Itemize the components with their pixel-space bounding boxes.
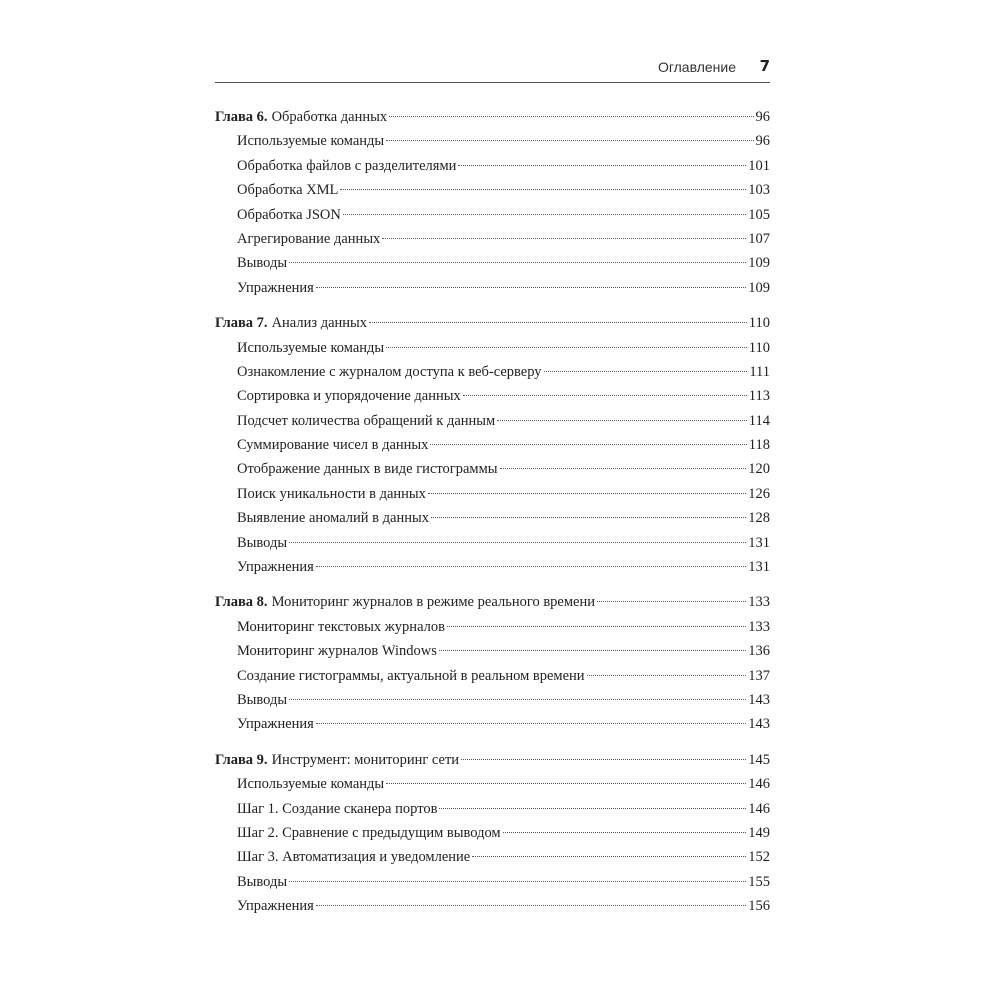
page-number: 143 xyxy=(748,716,770,733)
toc-section-row[interactable] xyxy=(215,178,770,202)
section-title: Шаг 3. Автоматизация и уведомление xyxy=(237,849,471,866)
section-title: Подсчет количества обращений к данным xyxy=(237,412,496,429)
section-title: Используемые команды xyxy=(237,133,385,150)
section-title: Мониторинг журналов Windows xyxy=(237,643,437,660)
chapter-number: Глава 8. xyxy=(215,594,268,611)
toc-section-row[interactable] xyxy=(215,506,770,530)
dot-leader xyxy=(386,783,746,784)
dot-leader xyxy=(544,371,748,372)
toc-chapter-row[interactable] xyxy=(215,590,770,614)
page-number: 110 xyxy=(748,339,770,356)
page-number: 131 xyxy=(748,534,770,551)
section-title: Обработка XML xyxy=(237,182,339,199)
page-number: 96 xyxy=(755,109,770,125)
running-header xyxy=(215,52,770,83)
section-title: Шаг 1. Создание сканера портов xyxy=(237,800,438,817)
toc-section-row[interactable] xyxy=(215,227,770,251)
section-title: Выводы xyxy=(237,534,288,551)
page-number: 103 xyxy=(748,182,770,199)
toc-section-row[interactable] xyxy=(215,336,770,360)
section-title: Сортировка и упорядочение данных xyxy=(237,388,461,405)
section-title: Отображение данных в виде гистограммы xyxy=(237,461,498,478)
section-title: Выводы xyxy=(237,873,288,890)
section-title: Упражнения xyxy=(237,898,314,915)
section-title: Выявление аномалий в данных xyxy=(237,510,429,527)
chapter-title: Анализ данных xyxy=(271,315,368,332)
chapter-group xyxy=(215,311,770,579)
chapter-number: Глава 9. xyxy=(215,751,268,768)
dot-leader xyxy=(289,699,746,700)
section-title: Обработка файлов с разделителями xyxy=(237,157,457,174)
page-number: 96 xyxy=(755,133,770,150)
header-page-number: 7 xyxy=(759,57,770,75)
toc-section-row[interactable] xyxy=(215,688,770,712)
page-number: 126 xyxy=(748,485,770,502)
page-number: 145 xyxy=(748,751,770,768)
dot-leader xyxy=(503,832,747,833)
toc-section-row[interactable] xyxy=(215,821,770,845)
toc-section-row[interactable] xyxy=(215,129,770,153)
toc-section-row[interactable] xyxy=(215,276,770,300)
dot-leader xyxy=(316,905,746,906)
toc-chapter-row[interactable] xyxy=(215,748,770,772)
dot-leader xyxy=(389,116,753,117)
dot-leader xyxy=(447,626,746,627)
toc-section-row[interactable] xyxy=(215,664,770,688)
page-number: 133 xyxy=(748,594,770,611)
page-number: 113 xyxy=(748,388,770,405)
page-number: 146 xyxy=(748,776,770,793)
page-number: 137 xyxy=(748,667,770,684)
dot-leader xyxy=(463,395,747,396)
chapter-title: Обработка данных xyxy=(271,109,388,125)
dot-leader xyxy=(289,542,746,543)
section-title: Шаг 2. Сравнение с предыдущим выводом xyxy=(237,824,501,841)
section-title: Упражнения xyxy=(237,559,314,576)
dot-leader xyxy=(587,675,747,676)
section-title: Обработка JSON xyxy=(237,206,341,223)
dot-leader xyxy=(461,759,746,760)
header-title: Оглавление xyxy=(657,59,736,75)
section-title: Выводы xyxy=(237,255,288,272)
toc-section-row[interactable] xyxy=(215,203,770,227)
page-number: 111 xyxy=(749,363,770,380)
page-number: 152 xyxy=(748,849,770,866)
section-title: Упражнения xyxy=(237,279,314,296)
section-title: Выводы xyxy=(237,691,288,708)
page-number: 128 xyxy=(748,510,770,527)
page-number: 109 xyxy=(748,279,770,296)
page-number: 101 xyxy=(748,157,770,174)
dot-leader xyxy=(431,517,746,518)
toc-section-row[interactable] xyxy=(215,409,770,433)
toc-section-row[interactable] xyxy=(215,797,770,821)
page-number: 109 xyxy=(748,255,770,272)
page-number: 136 xyxy=(748,643,770,660)
chapter-title: Мониторинг журналов в режиме реального времени xyxy=(271,594,595,611)
toc-section-row[interactable] xyxy=(215,615,770,639)
toc-section-row[interactable] xyxy=(215,457,770,481)
section-title: Агрегирование данных xyxy=(237,230,381,247)
chapter-group xyxy=(215,105,770,300)
section-title: Ознакомление с журналом доступа к веб-серверу xyxy=(237,363,542,380)
toc-section-row[interactable] xyxy=(215,870,770,894)
section-title: Используемые команды xyxy=(237,776,385,793)
toc-section-row[interactable] xyxy=(215,639,770,663)
section-title: Суммирование чисел в данных xyxy=(237,437,429,454)
dot-leader xyxy=(316,566,746,567)
section-title: Создание гистограммы, актуальной в реальном времени xyxy=(237,667,585,684)
dot-leader xyxy=(316,723,746,724)
toc-section-row[interactable] xyxy=(215,433,770,457)
dot-leader xyxy=(369,322,747,323)
section-title: Используемые команды xyxy=(237,339,385,356)
page-number: 149 xyxy=(748,824,770,841)
dot-leader xyxy=(428,493,746,494)
dot-leader xyxy=(597,601,746,602)
table-of-contents xyxy=(215,105,770,930)
toc-section-row[interactable] xyxy=(215,482,770,506)
page-number: 107 xyxy=(748,230,770,247)
page-number: 155 xyxy=(748,873,770,890)
dot-leader xyxy=(386,140,753,141)
toc-section-row[interactable] xyxy=(215,384,770,408)
page-number: 133 xyxy=(748,618,770,635)
page-number: 131 xyxy=(748,559,770,576)
section-title: Поиск уникальности в данных xyxy=(237,485,426,502)
toc-section-row[interactable] xyxy=(215,154,770,178)
section-title: Мониторинг текстовых журналов xyxy=(237,618,445,635)
chapter-group xyxy=(215,748,770,919)
chapter-title: Инструмент: мониторинг сети xyxy=(271,751,460,768)
page-number: 105 xyxy=(748,206,770,223)
dot-leader xyxy=(386,347,747,348)
toc-section-row[interactable] xyxy=(215,772,770,796)
dot-leader xyxy=(439,650,746,651)
toc-section-row[interactable] xyxy=(215,531,770,555)
dot-leader xyxy=(382,238,746,239)
toc-section-row[interactable] xyxy=(215,360,770,384)
chapter-group xyxy=(215,590,770,736)
toc-section-row[interactable] xyxy=(215,712,770,736)
toc-section-row[interactable] xyxy=(215,555,770,579)
dot-leader xyxy=(430,444,746,445)
page-number: 114 xyxy=(748,412,770,429)
dot-leader xyxy=(289,881,746,882)
toc-chapter-row[interactable] xyxy=(215,105,770,129)
page-number: 118 xyxy=(748,437,770,454)
dot-leader xyxy=(458,165,746,166)
page-number: 120 xyxy=(748,461,770,478)
dot-leader xyxy=(472,856,746,857)
page-number: 110 xyxy=(748,315,770,332)
page-number: 143 xyxy=(748,691,770,708)
page-number: 156 xyxy=(748,898,770,915)
dot-leader xyxy=(289,262,746,263)
toc-chapter-row[interactable] xyxy=(215,311,770,335)
dot-leader xyxy=(343,214,746,215)
dot-leader xyxy=(500,468,747,469)
section-title: Упражнения xyxy=(237,716,314,733)
chapter-number: Глава 7. xyxy=(215,315,268,332)
page-number: 146 xyxy=(748,800,770,817)
dot-leader xyxy=(497,420,747,421)
dot-leader xyxy=(340,189,746,190)
toc-section-row[interactable] xyxy=(215,894,770,918)
toc-section-row[interactable] xyxy=(215,251,770,275)
toc-section-row[interactable] xyxy=(215,845,770,869)
chapter-number: Глава 6. xyxy=(215,109,268,125)
dot-leader xyxy=(439,808,746,809)
dot-leader xyxy=(316,287,746,288)
